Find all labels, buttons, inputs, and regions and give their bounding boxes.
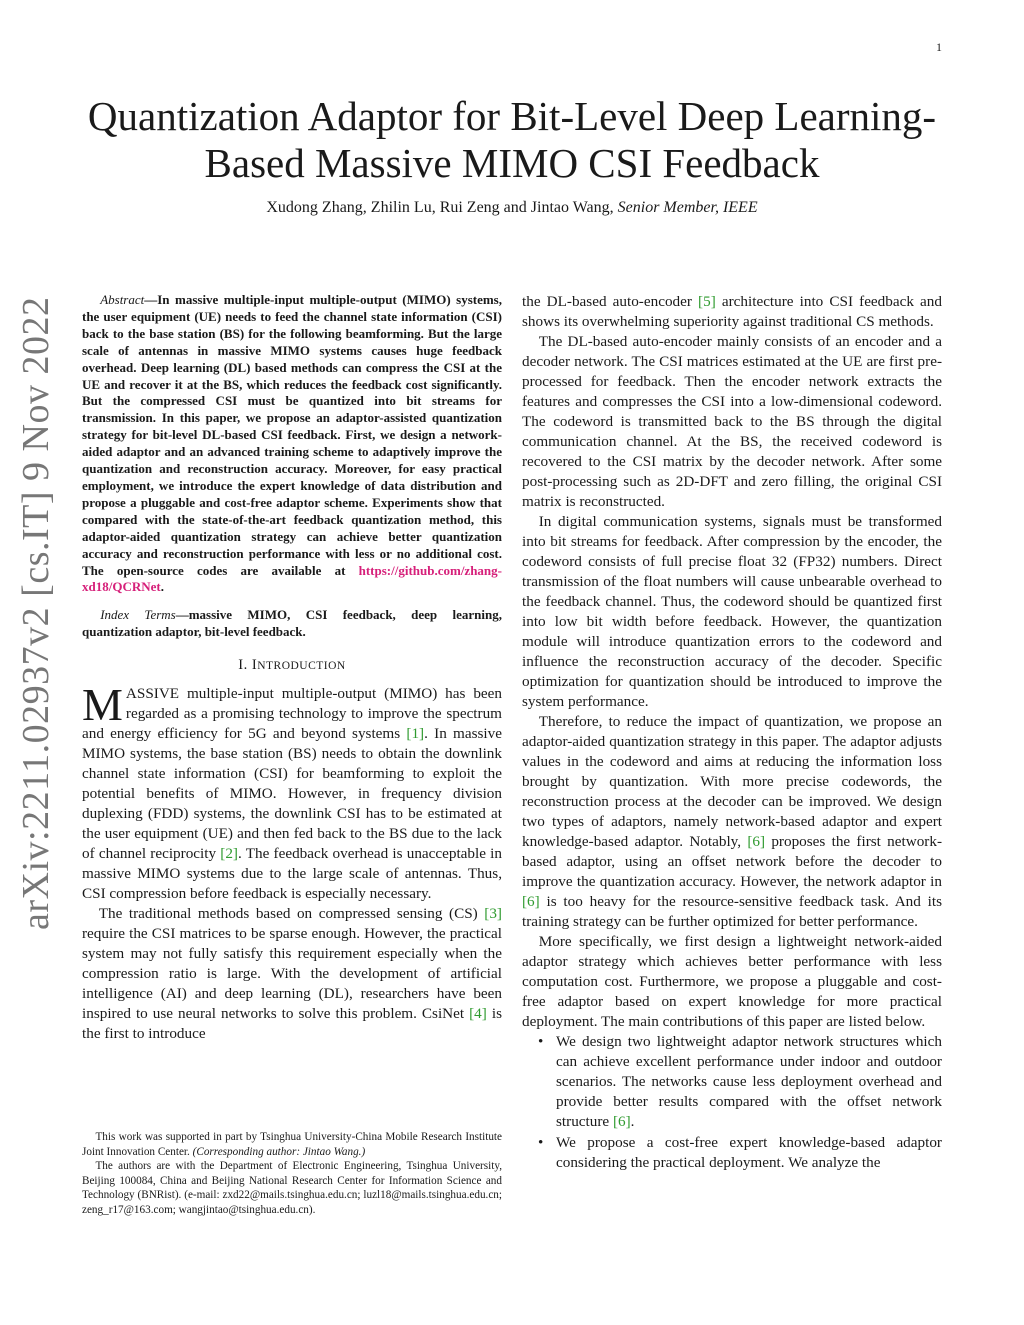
contributions-list (522, 1032, 942, 1173)
intro-paragraph-5: In digital communication systems, signals must be transformed into bit streams for feedback. After compression by the encoder, the codeword consists of full precise float 32 (FP32) numbers. Direct transmission of the float numbers will cause unbearable overhead to the feedback channel. Thus, the codeword should be quantized first into low bit width before feedback. However, the quantization module will introduce quantization errors to the codeword and influence the reconstruction accuracy of the decoder. Specific optimization for quantization should be introduced to improve the system performance. (522, 513, 942, 710)
intro-p6-text-b: proposes the first network-based adaptor, using an offset network before the decoder to improve the quantization accuracy. However, the network adaptor in (522, 833, 942, 890)
abstract-text: In massive multiple-input multiple-output (MIMO) systems, the user equipment (UE) needs to feed the channel state information (CSI) back to the base station (BS) for the following beamforming. But the large scale of antennas in massive MIMO systems causes huge feedback overhead. Deep learning (DL) based methods can compress the CSI at the UE and recover it at the BS, which reduces the feedback cost significantly. But the compressed CSI must be quantized into bit streams for transmission. In this paper, we propose an adaptor-assisted quantization strategy for bit-level DL-based CSI feedback. First, we design a network-aided adaptor and an advanced training scheme to adaptively improve the quantization and reconstruction accuracy. Moreover, for easy practical employment, we introduce the expert knowledge of data distribution and propose a pluggable and cost-free adaptor scheme. Experiments show that compared with the state-of-the-art feedback quantization method, this adaptor-aided quantization strategy can achieve better quantization accuracy and reconstruction performance with less or no additional cost. The open-source codes are available at (82, 292, 502, 578)
intro-p6-text-c: is too heavy for the resource-sensitive feedback task. And its training strategy can be further optimized for better performance. (522, 893, 942, 930)
intro-p3-text-b: architecture into CSI feedback and shows its overwhelming superiority against traditional CS methods. (522, 293, 942, 330)
intro-p1-text-c: . The feedback overhead is unacceptable in massive MIMO systems due to the large scale of antennas. Thus, CSI compression before feedback is especially necessary. (82, 845, 502, 903)
intro-p6-text-a: Therefore, to reduce the impact of quantization, we propose an adaptor-aided quantization strategy in this paper. The adaptor adjusts values in the codeword and aims at reducing the information loss brought by quantization. With more precise codewords, the reconstruction process at the decoder can be improved. We design two types of adaptors, namely network-based adaptor and expert knowledge-based adaptor. Notably, (522, 713, 942, 850)
author-membership: Senior Member, IEEE (617, 199, 758, 216)
index-terms (82, 607, 502, 641)
right-column (522, 292, 942, 1174)
arxiv-identifier[interactable]: arXiv:2211.02937v2 [cs.IT] 9 Nov 2022 (15, 296, 57, 930)
author-list (80, 199, 944, 217)
intro-paragraph-3 (522, 292, 942, 332)
citation-1[interactable]: [1] (406, 725, 425, 743)
index-terms-label: Index Terms (100, 607, 176, 623)
index-terms-dash: — (175, 607, 189, 623)
bullet-icon: • (538, 1134, 544, 1151)
intro-p3-text-a: the DL-based auto-encoder (522, 293, 699, 310)
section-title-rest: NTRODUCTION (257, 660, 346, 673)
intro-p2-text-a: The traditional methods based on compressed sensing (CS) (98, 905, 485, 923)
intro-paragraph-2 (82, 904, 502, 1044)
abstract-dash: — (144, 292, 158, 307)
abstract (82, 292, 502, 596)
intro-paragraph-4: The DL-based auto-encoder mainly consists of an encoder and a decoder network. The CSI matrices estimated at the UE are first pre-processed for feedback. Then the encoder network extracts the features and compresses the CSI into a low-dimensional codeword. The codeword is transmitted back to the BS through the digital communication channel. At the BS, the received codeword is recovered to the CSI matrix by the decoder network. After some post-processing such as 2D-DFT and zero filling, the original CSI matrix is reconstructed. (522, 333, 942, 510)
contribution-item (522, 1133, 942, 1173)
intro-p2-text-c: is the first to introduce (82, 1005, 502, 1043)
section-number: I. (238, 657, 248, 674)
contribution-2-text: We propose a cost-free expert knowledge-based adaptor considering the practical deployment. We analyze the (556, 1134, 942, 1171)
intro-paragraph-7: More specifically, we first design a lightweight network-aided adaptor strategy which achieves better performance with less computation cost. Furthermore, we propose a pluggable and cost-free adaptor based on expert knowledge for more practical deployment. The main contributions of this paper are listed below. (522, 933, 942, 1030)
corresponding-author-note: (Corresponding author: Jintao Wang.) (192, 1145, 366, 1158)
citation-3[interactable]: [3] (484, 905, 502, 923)
citation-2[interactable]: [2] (220, 845, 238, 863)
section-title-initial: I (251, 657, 258, 674)
index-terms-text: massive MIMO, CSI feedback, deep learning, quantization adaptor, bit-level feedback. (82, 607, 502, 640)
intro-p1-text-b: . In massive MIMO systems, the base station (BS) needs to obtain the downlink channel state information (CSI) for beamforming to exploit the potential benefits of MIMO. However, in frequency division duplexing (FDD) systems, the downlink CSI has to be estimated at the user equipment (UE) and then fed back to the BS due to the lack of channel reciprocity (82, 725, 502, 863)
funding-footnote (82, 1130, 502, 1159)
footnotes (82, 1130, 502, 1218)
section-heading-introduction (82, 657, 502, 674)
citation-6c[interactable]: [6] (612, 1113, 631, 1130)
intro-p2-text-b: require the CSI matrices to be sparse enough. However, the practical system may not fully satisfy this requirement especially when the compression ratio is large. With the development of artificial intelligence (AI) and deep learning (DL), researchers have been inspired to use neural networks to solve this problem. CsiNet (82, 925, 502, 1023)
drop-cap: M (82, 679, 123, 731)
citation-5[interactable]: [5] (698, 293, 716, 310)
intro-paragraph-6 (522, 712, 942, 932)
abstract-label: Abstract (100, 292, 145, 307)
author-names: Xudong Zhang, Zhilin Lu, Rui Zeng and Jintao Wang, (266, 199, 614, 216)
code-link[interactable]: https://github.com/zhang-xd18/QCRNet (82, 562, 502, 595)
paper-title: Quantization Adaptor for Bit-Level Deep Learning-Based Massive MIMO CSI Feedback (87, 93, 937, 186)
abstract-end: . (160, 579, 164, 595)
bullet-icon: • (538, 1033, 544, 1050)
left-column (82, 292, 502, 1044)
contribution-item (522, 1032, 942, 1132)
citation-6b[interactable]: [6] (522, 893, 540, 910)
funding-text: This work was supported in part by Tsinghua University-China Mobile Research Institute Joint Innovation Center. (82, 1131, 502, 1158)
contribution-1-end: . (630, 1113, 635, 1130)
citation-6a[interactable]: [6] (747, 833, 766, 850)
intro-p1-text-a: ASSIVE multiple-input multiple-output (MIMO) has been regarded as a promising technology to improve the spectrum and energy efficiency for 5G and beyond systems (82, 685, 502, 743)
intro-paragraph-1 (82, 679, 502, 904)
affiliation-footnote: The authors are with the Department of Electronic Engineering, Tsinghua University, Beijing 100084, China and Beijing National Research Center for Information Science and Technology (BNRist). (e-mail: zxd22@mails.tsinghua.edu.cn; luzl18@mails.tsinghua.edu.cn; zeng_r17@163.com; wangjintao@tsinghua.edu.cn). (82, 1160, 502, 1216)
page-number: 1 (936, 40, 942, 54)
citation-4[interactable]: [4] (469, 1005, 487, 1023)
contribution-1-text: We design two lightweight adaptor network structures which can achieve excellent performance under indoor and outdoor scenarios. The networks cause less deployment overhead and provide better results compared with the offset network structure (556, 1033, 942, 1130)
